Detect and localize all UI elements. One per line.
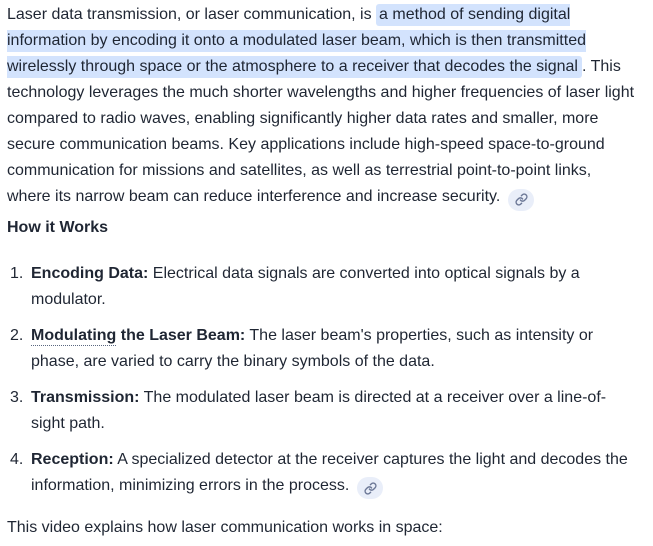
intro-pre-text: Laser data transmission, or laser communication, is xyxy=(7,6,377,23)
citation-link-button[interactable] xyxy=(508,189,534,211)
link-icon xyxy=(364,482,377,495)
step-term: Transmission: xyxy=(31,388,140,406)
step-term-defined[interactable]: Modulating xyxy=(31,326,117,344)
list-number: 4. xyxy=(10,450,24,468)
outro-paragraph: This video explains how laser communication works in space: xyxy=(7,519,443,536)
section-heading: How it Works xyxy=(7,218,109,236)
citation-link-button[interactable] xyxy=(357,477,383,499)
intro-post-text: . This technology leverages the much shorter wavelengths and higher frequencies of laser light compared to radio waves, enabling significantly higher data rates and smaller, more secure communication beams. Key applications include high-speed space-to-ground communication for missions and satellites, as well as terrestrial point-to-point links, where its narrow beam can reduce interference and increase security. xyxy=(7,58,635,205)
step-text: Electrical data signals are converted into optical signals by a modulator. xyxy=(31,264,580,308)
step-term: the Laser Beam: xyxy=(116,326,246,344)
list-item-transmission xyxy=(10,385,639,437)
list-item-encoding xyxy=(10,261,639,313)
list-number: 2. xyxy=(10,326,24,344)
highlighted-answer: a method of sending digital information by encoding it onto a modulated laser beam, which is then transmitted wirelessly through space or the atmosphere to a receiver that decodes the signal xyxy=(7,4,586,78)
link-icon xyxy=(515,193,528,206)
list-number: 1. xyxy=(10,264,24,282)
step-term: Reception: xyxy=(31,450,114,468)
step-text: The modulated laser beam is directed at a receiver over a line-of-sight path. xyxy=(31,388,607,432)
list-item-reception xyxy=(10,447,639,500)
steps-list xyxy=(7,261,639,500)
list-number: 3. xyxy=(10,388,24,406)
step-text: The laser beam's properties, such as intensity or phase, are varied to carry the binary symbols of the data. xyxy=(31,326,594,370)
intro-paragraph xyxy=(7,2,639,211)
step-text: A specialized detector at the receiver captures the light and decodes the information, minimizing errors in the process. xyxy=(31,450,628,494)
step-term: Encoding Data: xyxy=(31,264,149,282)
list-item-modulating xyxy=(10,323,639,375)
